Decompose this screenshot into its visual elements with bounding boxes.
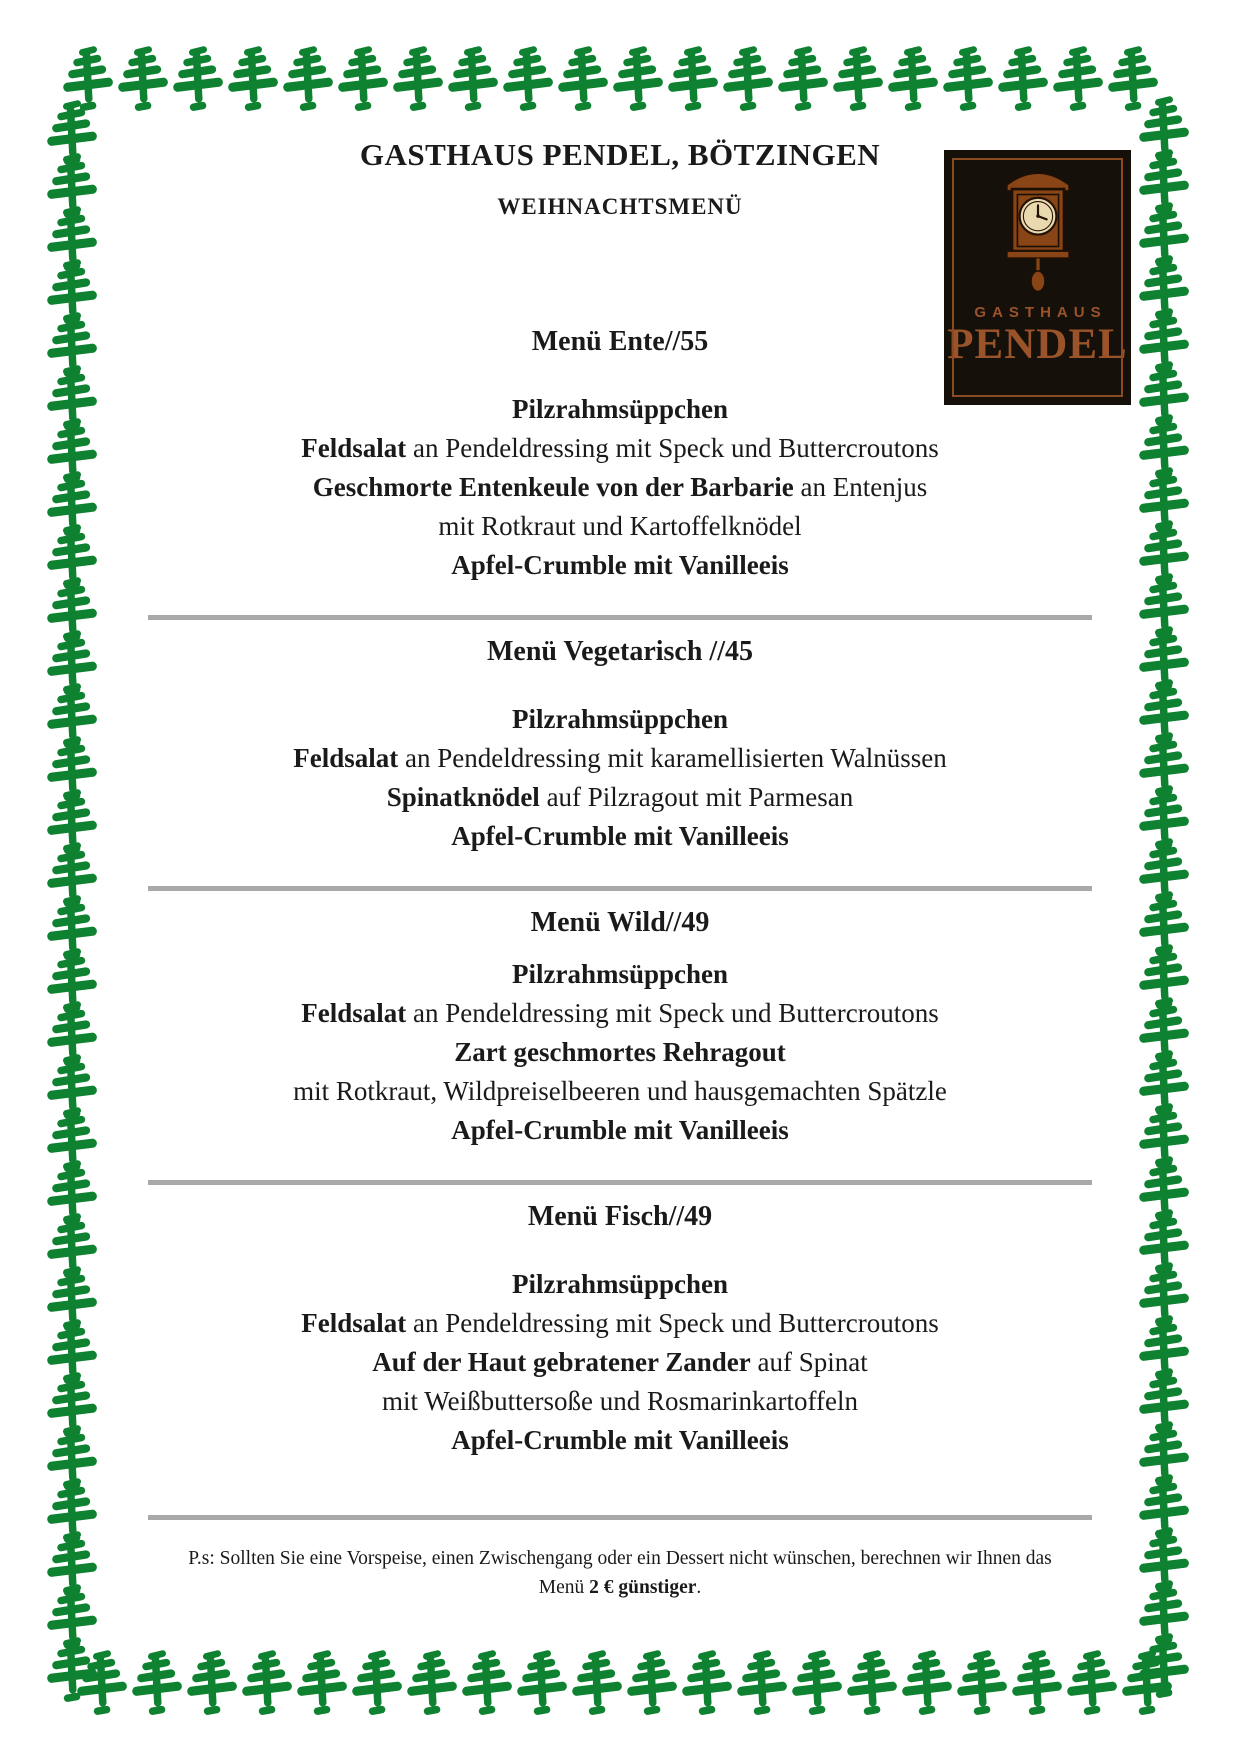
footer-line2 xyxy=(148,1573,1092,1602)
menu-item xyxy=(148,778,1092,817)
menu-item xyxy=(148,817,1092,856)
grandfather-clock-icon xyxy=(982,162,1094,292)
menu-item-bold-text: Apfel-Crumble mit Vanilleeis xyxy=(451,1115,789,1145)
menu-item-text: auf Spinat xyxy=(750,1347,868,1377)
menu-item-bold-text: Zart geschmortes Rehragout xyxy=(454,1037,786,1067)
menu-section-vegetarisch xyxy=(148,700,1092,856)
menu-item xyxy=(148,1111,1092,1150)
menu-item-text: an Entenjus xyxy=(793,472,928,502)
menu-section-wild xyxy=(148,955,1092,1150)
menu-item-text: an Pendeldressing mit Speck und Buttercroutons xyxy=(406,1308,939,1338)
menu-item xyxy=(148,1033,1092,1072)
christmas-tree-icon xyxy=(1132,1633,1196,1703)
menu-item-text: mit Weißbuttersoße und Rosmarinkartoffeln xyxy=(382,1386,858,1416)
menu-item-bold-text: Pilzrahmsüppchen xyxy=(511,959,729,989)
footer-line2-bold: 2 € günstiger xyxy=(589,1577,697,1598)
menu-item xyxy=(148,468,1092,507)
menu-heading-ente: Menü Ente//55 xyxy=(531,326,709,357)
section-divider xyxy=(148,1180,1092,1185)
menu-item-bold-text: Geschmorte Entenkeule von der Barbarie xyxy=(312,472,794,502)
menu-item-bold-text: Spinatknödel xyxy=(386,782,540,812)
menu-item xyxy=(148,994,1092,1033)
menu-heading-fisch: Menü Fisch//49 xyxy=(527,1201,713,1232)
menu-heading-wild: Menü Wild//49 xyxy=(530,907,710,938)
menu-item-bold-text: Apfel-Crumble mit Vanilleeis xyxy=(451,821,789,851)
page-subtitle: WEIHNACHTSMENÜ xyxy=(497,194,743,219)
menu-item xyxy=(148,1072,1092,1111)
menu-item-text: mit Rotkraut, Wildpreiselbeeren und hausgemachten Spätzle xyxy=(293,1076,947,1106)
tree-border-right xyxy=(1132,96,1196,1686)
menu-item xyxy=(148,700,1092,739)
section-divider xyxy=(148,886,1092,891)
page-title: GASTHAUS PENDEL, BÖTZINGEN xyxy=(359,137,881,172)
section-divider xyxy=(148,1515,1092,1520)
menu-item-bold-text: Pilzrahmsüppchen xyxy=(511,704,729,734)
christmas-tree-icon xyxy=(40,1637,104,1707)
tree-border-bottom xyxy=(70,1650,1170,1720)
menu-item-bold-text: Pilzrahmsüppchen xyxy=(511,394,729,424)
footer-line2-suffix: . xyxy=(696,1577,702,1598)
menu-section-ente xyxy=(148,390,1092,585)
menu-item-text: an Pendeldressing mit Speck und Buttercroutons xyxy=(406,998,939,1028)
logo-pendel-text: PENDEL xyxy=(947,321,1128,368)
menu-item xyxy=(148,739,1092,778)
menu-item xyxy=(148,1343,1092,1382)
footer-note xyxy=(148,1544,1092,1602)
footer-line2-prefix: Menü xyxy=(538,1577,590,1598)
menu-item-bold-text: Feldsalat xyxy=(301,433,407,463)
menu-item-bold-text: Pilzrahmsüppchen xyxy=(511,1269,729,1299)
footer-line1: P.s: Sollten Sie eine Vorspeise, einen Zwischengang oder ein Dessert nicht wünschen, berechnen wir Ihnen das xyxy=(188,1548,1052,1569)
menu-item-text: auf Pilzragout mit Parmesan xyxy=(539,782,854,812)
logo-gasthaus-text: GASTHAUS xyxy=(974,304,1107,321)
menu-item-bold-text: Feldsalat xyxy=(293,743,399,773)
menu-item xyxy=(148,1421,1092,1460)
menu-item-bold-text: Apfel-Crumble mit Vanilleeis xyxy=(451,550,789,580)
menu-item-text: mit Rotkraut und Kartoffelknödel xyxy=(438,511,802,541)
menu-section-fisch xyxy=(148,1265,1092,1460)
menu-item xyxy=(148,546,1092,585)
menu-item xyxy=(148,507,1092,546)
menu-item-text: an Pendeldressing mit Speck und Buttercroutons xyxy=(406,433,939,463)
menu-item xyxy=(148,1382,1092,1421)
menu-item-bold-text: Feldsalat xyxy=(301,998,407,1028)
menu-item-bold-text: Auf der Haut gebratener Zander xyxy=(372,1347,751,1377)
menu-item xyxy=(148,429,1092,468)
menu-item xyxy=(148,1265,1092,1304)
tree-border-left xyxy=(40,100,104,1690)
menu-item-text: an Pendeldressing mit karamellisierten Walnüssen xyxy=(398,743,947,773)
restaurant-logo xyxy=(944,150,1131,405)
menu-heading-vegetarisch: Menü Vegetarisch //45 xyxy=(487,636,753,667)
section-divider xyxy=(148,615,1092,620)
menu-item-bold-text: Feldsalat xyxy=(301,1308,407,1338)
menu-item-bold-text: Apfel-Crumble mit Vanilleeis xyxy=(451,1425,789,1455)
menu-item xyxy=(148,955,1092,994)
menu-item xyxy=(148,1304,1092,1343)
